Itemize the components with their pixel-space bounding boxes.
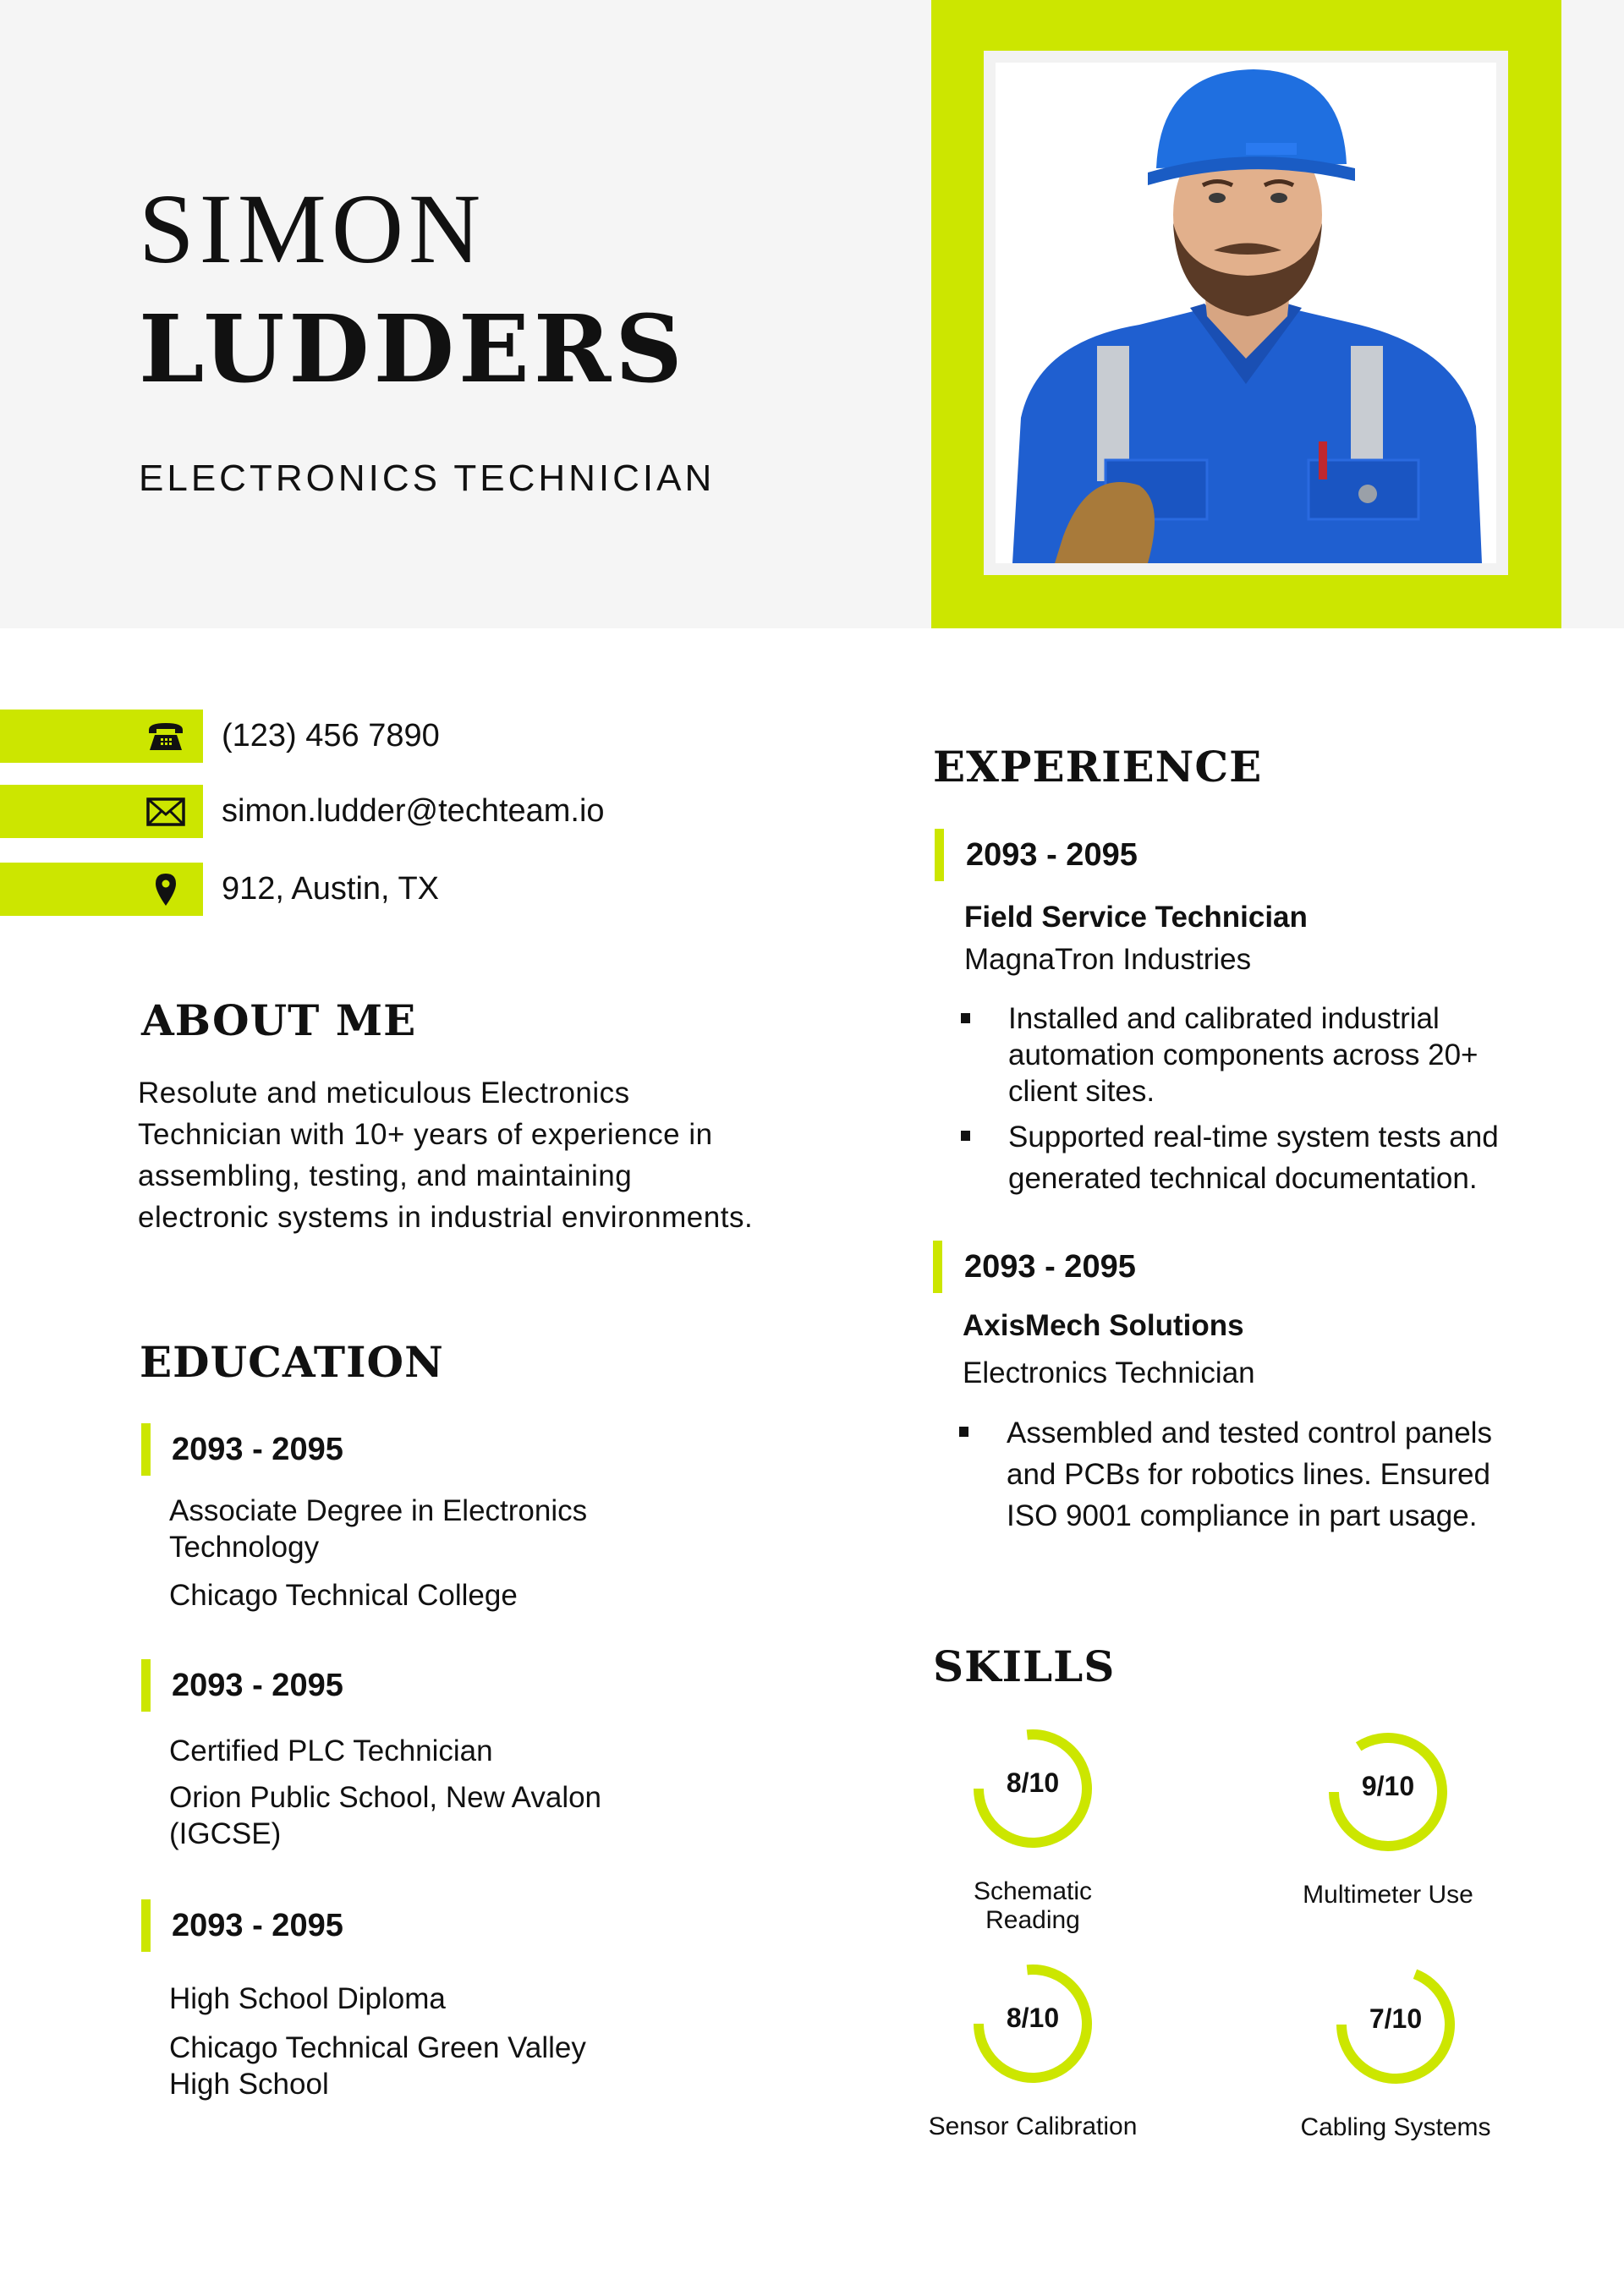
skill-score: 7/10 [1369, 2003, 1423, 2034]
profile-photo [996, 63, 1496, 563]
education-degree: Associate Degree in Electronics Technology [169, 1494, 588, 1564]
education-heading: EDUCATION [140, 1337, 444, 1387]
date-accent-bar [141, 1659, 151, 1712]
education-degree: Certified PLC Technician [169, 1734, 493, 1767]
skills-heading: SKILLS [933, 1641, 1116, 1691]
experience-dates: 2093 - 2095 [966, 837, 1138, 873]
square-bullet-icon [961, 1131, 970, 1141]
education-school: Chicago Technical Green Valley High School [169, 2031, 586, 2101]
contact-location: 912, Austin, TX [222, 871, 440, 907]
education-degree: High School Diploma [169, 1982, 446, 2015]
education-school: Orion Public School, New Avalon (IGCSE) [169, 1781, 602, 1850]
skill-score: 8/10 [1006, 1767, 1060, 1798]
skill-score: 9/10 [1361, 1771, 1415, 1801]
experience-heading: EXPERIENCE [933, 742, 1263, 792]
experience-company-name: AxisMech Solutions [963, 1309, 1244, 1342]
education-dates: 2093 - 2095 [172, 1668, 343, 1703]
about-line: assembling, testing, and maintaining [138, 1159, 633, 1192]
person-illustration [996, 63, 1496, 563]
bullet-item: Supported real-time system tests and generated technical documentation. [1008, 1116, 1524, 1199]
about-text [138, 1072, 815, 1238]
education-school: Chicago Technical College [169, 1579, 518, 1612]
skill-label: Schematic Reading [973, 1877, 1093, 1934]
date-accent-bar [933, 1241, 942, 1293]
about-line: Resolute and meticulous Electronics [138, 1077, 630, 1110]
contact-phone[interactable]: (123) 456 7890 [222, 718, 440, 753]
square-bullet-icon [961, 1013, 970, 1023]
education-dates: 2093 - 2095 [172, 1432, 343, 1467]
experience-company: MagnaTron Industries [964, 943, 1252, 976]
mail-icon [144, 785, 188, 838]
about-line: Technician with 10+ years of experience in [138, 1118, 713, 1151]
experience-position: Electronics Technician [963, 1356, 1255, 1389]
square-bullet-icon [959, 1427, 968, 1437]
skill-label: Sensor Calibration [928, 2112, 1138, 2140]
experience-dates: 2093 - 2095 [964, 1249, 1136, 1285]
date-accent-bar [141, 1423, 151, 1476]
location-pin-icon [144, 863, 188, 916]
about-heading: ABOUT ME [141, 995, 417, 1045]
bullet-item: Installed and calibrated industrial automation components across 20+ client sites. [1008, 1000, 1524, 1110]
date-accent-bar [935, 829, 944, 881]
skill-label: Cabling Systems [1300, 2113, 1491, 2141]
date-accent-bar [141, 1899, 151, 1952]
skill-item [923, 1725, 1143, 1935]
skill-score: 8/10 [1006, 2003, 1060, 2033]
phone-icon [144, 710, 188, 763]
experience-role: Field Service Technician [964, 901, 1308, 934]
education-dates: 2093 - 2095 [172, 1908, 343, 1943]
first-name: SIMON [139, 173, 486, 284]
last-name: LUDDERS [139, 294, 687, 403]
skill-label: Multimeter Use [1303, 1881, 1473, 1909]
skill-item [1278, 1729, 1498, 1910]
skill-item [923, 1960, 1143, 2141]
job-title: ELECTRONICS TECHNICIAN [139, 458, 716, 499]
skill-item [1286, 1961, 1506, 2142]
bullet-item: Assembled and tested control panels and PCBs for robotics lines. Ensured ISO 9001 compliance in part usage. [1007, 1412, 1522, 1537]
about-line: electronic systems in industrial environments. [138, 1201, 754, 1234]
contact-email[interactable]: simon.ludder@techteam.io [222, 793, 605, 829]
